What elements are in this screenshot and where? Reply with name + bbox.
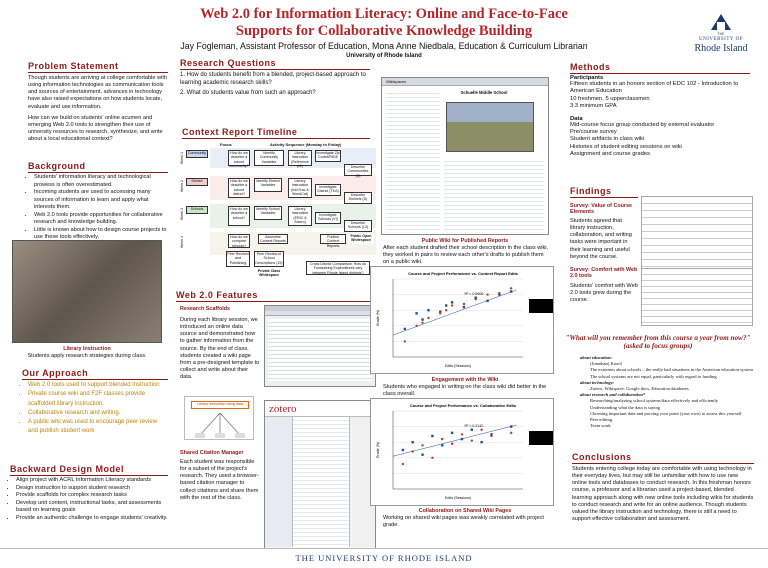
timeline-box: Library Instruction (InfoTrac & WorldCat) xyxy=(288,178,312,198)
title-line-2: Supports for Collaborative Knowledge Building xyxy=(235,23,533,39)
timeline-box: Investigate Zip Codes/RIDE xyxy=(315,150,341,162)
data-point xyxy=(404,328,406,330)
data-point xyxy=(441,444,443,446)
footer xyxy=(0,548,768,568)
web2-heading: Web 2.0 Features xyxy=(176,290,370,302)
logo-university-of: UNIVERSITY OF xyxy=(699,37,743,42)
list-item: • Private course wiki and F2F classes provide scaffolded library instruction. xyxy=(28,390,168,409)
list-item: • Students' information literacy and technological prowess is often overestimated. xyxy=(34,174,168,189)
chart1-text: Students who engaged in writing on the class wiki did better in the class overall. xyxy=(383,384,547,398)
list-item: Zotero, Wikispace, Google docs, Education databases xyxy=(590,385,689,391)
timeline-box: How do we describe a school district? xyxy=(228,178,250,198)
timeline-week-1: Week 1 xyxy=(180,152,184,165)
chart-title: Course and Project Performance vs. Context Report Edits xyxy=(408,271,518,276)
research-questions-heading: Research Questions xyxy=(180,58,370,70)
survey-comfort-table xyxy=(641,268,753,326)
scaffolds-heading: Research Scaffolds xyxy=(180,306,231,312)
timeline-box: Identify School Variables xyxy=(254,206,282,220)
data-point xyxy=(421,321,423,323)
list-item: (Jonathan) Kozol xyxy=(590,361,622,367)
data-point xyxy=(431,435,433,437)
timeline-box: Publish Context Reports xyxy=(320,234,346,244)
timeline-box: How do we compare schools? xyxy=(228,234,250,248)
data-point xyxy=(421,444,423,446)
data-point xyxy=(415,312,417,314)
list-item: about research and collaboration* xyxy=(580,392,646,398)
timeline-box: Describe Schools (13) xyxy=(344,220,372,232)
timeline-focus-district: District xyxy=(186,178,208,186)
data-item-5: Assignment and course grades xyxy=(570,151,650,158)
research-question-2: 2. What do students value from such an approach? xyxy=(180,90,316,97)
backward-design-list xyxy=(10,477,168,522)
timeline-col-activity: Activity Sequence (Monday to Friday) xyxy=(270,142,342,147)
timeline-box: Public Open Whitespace xyxy=(348,234,374,244)
public-wiki-caption: Public Wiki for Published Reports xyxy=(421,238,509,244)
data-point xyxy=(427,309,429,311)
list-item: • A public wiki was used to encourage peer review and publish student work xyxy=(28,418,168,437)
timeline-box: Describe Communities (D) xyxy=(344,164,372,176)
list-item: Peer editing xyxy=(590,416,613,422)
participant-1: Fifteen students in an honors section of EDC 102 - Introduction to American Education xyxy=(570,81,739,95)
findings-heading: Findings xyxy=(570,186,638,198)
title-line-1: Web 2.0 for Information Literacy: Online and Face-to-Face xyxy=(200,6,568,22)
library-instruction-diagram xyxy=(184,396,254,440)
data-point xyxy=(451,432,453,434)
survey-value-table xyxy=(641,196,753,278)
public-wiki-text: After each student drafted their school description in the class wiki, they worked in pairs to review each other's drafts to publish them on a public wiki. xyxy=(383,245,549,266)
list-item: • Little is known about how to design course projects to use these tools effectively. xyxy=(34,227,168,242)
methods-heading: Methods xyxy=(570,62,750,74)
library-subcaption: Students apply research strategies during class. xyxy=(27,353,147,359)
data-item-3: Student artifacts in class wiki xyxy=(570,136,645,143)
data-point xyxy=(451,304,453,306)
data-point xyxy=(461,433,463,435)
timeline-week-2: Week 2 xyxy=(180,180,184,193)
data-point xyxy=(439,312,441,314)
list-item: Team work xyxy=(590,423,611,429)
timeline-box: Peer Review of School Descriptions (15) xyxy=(254,251,284,267)
data-point xyxy=(431,457,433,459)
list-item: Choosing important data and proving your point (your own) to assess this yourself xyxy=(590,410,742,416)
data-point xyxy=(427,317,429,319)
data-point xyxy=(421,318,423,320)
chart2-caption: Collaboration on Shared Wiki Pages xyxy=(418,508,512,514)
shared-citation-text: Each student was responsible for a subset of the project's research. They used a browser-based citation manager to collect citations and share them with the rest of the class. xyxy=(180,459,259,501)
chart2-text: Working on shared wiki pages was weakly correlated with project grade. xyxy=(383,515,544,529)
list-item: Researching/analyzing school systems/data effectively and efficiently xyxy=(590,398,719,404)
timeline-box: Identify District Variables xyxy=(254,178,282,192)
data-point xyxy=(445,309,447,311)
data-point xyxy=(486,293,488,295)
data-point xyxy=(471,439,473,441)
timeline-box: Library Instruction (Reference pt1) xyxy=(288,150,312,166)
timeline-box: Investigate Schools (VI) xyxy=(315,212,341,224)
data-item-4: Histories of student editing sessions on wiki xyxy=(570,143,682,150)
y-axis-label: Grade (%) xyxy=(376,309,380,327)
background-heading: Background xyxy=(28,161,168,173)
data-point xyxy=(441,438,443,440)
list-item: Understanding what the data is saying xyxy=(590,404,661,410)
data-point xyxy=(404,340,406,342)
zotero-screenshot xyxy=(264,400,376,550)
timeline-box: Private Class Whitespace xyxy=(254,269,284,279)
approach-list xyxy=(22,381,168,437)
survey-value-text: Students agreed that library instruction, collaboration, and writing tasks were important in their learning and useful beyond the course. xyxy=(570,218,632,260)
timeline-week-4: Week 4 xyxy=(180,236,184,249)
survey-comfort-heading: Survey: Comfort with Web 2.0 tools xyxy=(570,266,638,279)
footer-text: THE UNIVERSITY OF RHODE ISLAND xyxy=(295,553,473,563)
list-item: • Provide scaffolds for complex research tasks xyxy=(16,492,168,500)
wiki-engagement-chart xyxy=(370,266,554,374)
trendline xyxy=(393,425,517,456)
list-item: The school systems are not equal, particularly with regard to funding xyxy=(590,373,717,379)
timeline-week-4-detail xyxy=(180,252,376,285)
affiliation: University of Rhode Island xyxy=(346,53,422,59)
list-item: • Design instruction to support student research xyxy=(16,485,168,493)
data-point xyxy=(463,306,465,308)
shared-citation-heading: Shared Citation Manager xyxy=(180,450,244,456)
timeline-focus-schools: Schools xyxy=(186,206,208,214)
diagram-arrows xyxy=(185,411,255,439)
data-point xyxy=(411,441,413,443)
quote-list xyxy=(580,355,756,429)
list-item: • Develop unit content, instructional tasks, and assessments based on learning goals xyxy=(16,500,168,515)
data-item-2: Pre/course survey xyxy=(570,129,617,136)
timeline-focus-community: Community xyxy=(186,150,208,158)
scaffolds-text: During each library session, we introduced an online data source and demonstrated how to gather information from the source. By the end of class, students created a wiki page from a pre-designed template to collect and write about their data. xyxy=(180,317,260,381)
data-point xyxy=(451,443,453,445)
timeline-box: Investigate District (TEA) xyxy=(315,184,341,196)
list-item: The extremes about schools – the really bad situations in the American education system xyxy=(590,367,753,373)
data-point xyxy=(480,441,482,443)
r-squared-label: R² = 0.2142 xyxy=(464,424,484,428)
university-crest-icon xyxy=(709,12,733,32)
timeline-col-focus: Focus xyxy=(220,142,232,147)
data-point xyxy=(421,453,423,455)
wiki-site-name: Wikispaces xyxy=(382,78,548,86)
data-point xyxy=(402,463,404,465)
list-item: • Align project with ACRL Information Literacy standards xyxy=(16,477,168,485)
list-item: • Provide an authentic challenge to engage students' creativity. xyxy=(16,515,168,523)
diagram-label: Library instruction using data xyxy=(191,401,249,409)
chart-title: Course and Project Performance vs. Collaborative Edits xyxy=(409,403,517,408)
zotero-logo: zotero xyxy=(269,403,297,415)
r-squared-label: R² = 0.5906 xyxy=(464,292,484,296)
participant-2: 10 freshmen, 5 upperclassmen xyxy=(570,95,650,102)
survey-comfort-text: Students' comfort with Web 2.0 tools grew during the course. xyxy=(570,282,638,304)
y-axis-label: Grade (%) xyxy=(376,441,380,459)
wiki-school-title: Schuelle Middle School xyxy=(460,90,508,95)
timeline-box: Library Instruction (ERIC & Zotero) xyxy=(288,206,312,226)
list-item: • Web 2.0 tools used to support blended instruction xyxy=(28,381,168,390)
data-point xyxy=(490,435,492,437)
data-point xyxy=(463,303,465,305)
context-report-timeline xyxy=(180,140,376,255)
timeline-box: Cross District Comparison: How do Fundraising Expenditures vary between Rhode Island districts? xyxy=(306,261,370,275)
legend-box xyxy=(529,299,553,313)
problem-text-1: Though students are arriving at college comfortable with using information technologies as communication tools and sources of entertainment, advances in technology have also raised expectations on how students locate, evaluate and use information. xyxy=(28,75,167,110)
list-item: • Collaborative research and writing. xyxy=(28,409,168,418)
x-axis-label: Edits (Sessions) xyxy=(445,364,471,368)
problem-text-2: How can we build on students' online acumen and emerging Web 2.0 tools to strengthen their use of university resources to research, synthesize, and write about a local educational context? xyxy=(28,114,163,143)
school-photo xyxy=(446,102,534,152)
data-point xyxy=(510,432,512,434)
data-point xyxy=(510,287,512,289)
library-instruction-photo xyxy=(12,240,162,343)
data-heading: Data xyxy=(570,115,583,122)
research-question-1: 1. How do students benefit from a blended, project-based approach to learning academic research skills? xyxy=(180,72,366,86)
timeline-box: How do we describe a school? xyxy=(228,206,250,226)
x-axis-label: Edits (Sessions) xyxy=(445,496,471,500)
conclusions-heading: Conclusions xyxy=(572,452,754,464)
participant-3: 3.3 minimum GPA xyxy=(570,103,617,110)
timeline-box: Peer Revised and Publishing xyxy=(226,251,250,267)
data-point xyxy=(445,304,447,306)
approach-heading: Our Approach xyxy=(22,368,168,380)
logo-the: THE xyxy=(717,32,725,36)
timeline-box: Identify Community Variables xyxy=(254,150,284,166)
timeline-heading: Context Report Timeline xyxy=(182,127,370,139)
chart1-caption: Engagement with the Wiki xyxy=(431,377,499,383)
data-point xyxy=(471,429,473,431)
data-point xyxy=(498,292,500,294)
backward-design-heading: Backward Design Model xyxy=(10,464,168,476)
conclusions-text: Students entering college today are comfortable with using technology in their everyday lives, but may still be unfamiliar with how to use new online tools and databases to conduct research. In this freshman honors course, a professor and a librarian used a project-based, blended learning approach along with new online tools including wikis for students to conduct research and write for an online audience. Though students valued the library instruction and technology, there is still a need to support effective collaboration and assessment. xyxy=(572,466,754,523)
data-point xyxy=(475,298,477,300)
timeline-box: Assemble Context Reports xyxy=(258,234,288,244)
wiki-template-screenshot xyxy=(264,305,376,387)
data-point xyxy=(402,449,404,451)
data-item-1: Mid-course focus group conducted by external evaluator xyxy=(570,121,715,128)
authors: Jay Fogleman, Assistant Professor of Education, Mona Anne Niedbala, Education & Curriculum Librarian xyxy=(180,41,588,51)
participants-heading: Participants xyxy=(570,75,604,81)
survey-value-heading: Survey: Value of Course Elements xyxy=(570,203,633,215)
logo-rhode-island: Rhode Island xyxy=(694,43,748,54)
quote-heading: "What will you remember from this course a year from now?" (asked to focus groups) xyxy=(565,334,751,350)
uri-logo xyxy=(690,12,752,66)
data-point xyxy=(480,429,482,431)
public-wiki-screenshot xyxy=(381,77,549,235)
background-list xyxy=(28,174,168,242)
timeline-week-3: Week 3 xyxy=(180,208,184,221)
list-item: • Incoming students are used to accessing many sources of information to learn and apply what interests them. xyxy=(34,189,168,212)
library-caption: Library Instruction xyxy=(63,346,111,352)
legend-box xyxy=(529,431,553,445)
list-item: • Web 2.0 tools provide opportunities for collaborative research and knowledge building. xyxy=(34,212,168,227)
timeline-box: How do we describe a school community? xyxy=(229,151,249,168)
data-point xyxy=(451,301,453,303)
problem-heading: Problem Statement xyxy=(28,61,168,73)
list-item: about education: xyxy=(580,355,613,360)
trendline xyxy=(393,290,517,335)
timeline-box: Describe Districts (D) xyxy=(344,192,372,204)
list-item: about technology: xyxy=(580,379,615,385)
collaboration-chart xyxy=(370,398,554,506)
